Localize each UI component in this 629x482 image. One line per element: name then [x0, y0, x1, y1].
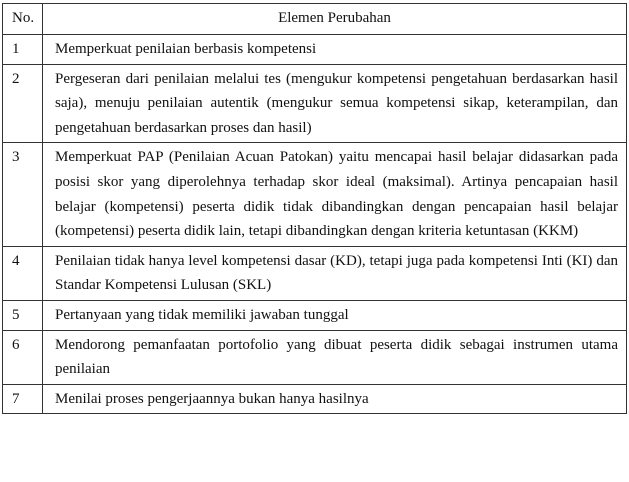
- row-number: 5: [3, 300, 43, 330]
- table-row: [3, 330, 627, 384]
- table-row: [3, 384, 627, 414]
- header-elemen-perubahan: Elemen Perubahan: [43, 4, 627, 35]
- row-number: 7: [3, 384, 43, 414]
- header-row: [3, 4, 627, 35]
- elemen-perubahan-table: [2, 3, 627, 414]
- row-number: 2: [3, 64, 43, 143]
- row-text: Memperkuat penilaian berbasis kompetensi: [43, 35, 627, 65]
- table-row: [3, 64, 627, 143]
- row-text: Mendorong pemanfaatan portofolio yang dibuat peserta didik sebagai instrumen utama penilaian: [43, 330, 627, 384]
- row-number: 1: [3, 35, 43, 65]
- header-no: No.: [3, 4, 43, 35]
- row-number: 4: [3, 246, 43, 300]
- table-row: [3, 143, 627, 246]
- row-text: Menilai proses pengerjaannya bukan hanya hasilnya: [43, 384, 627, 414]
- row-text: Pergeseran dari penilaian melalui tes (mengukur kompetensi pengetahuan berdasarkan hasil saja), menuju penilaian autentik (mengukur semua kompetensi sikap, keterampilan, dan pengetahuan berdasarkan proses dan hasil): [43, 64, 627, 143]
- row-text: Pertanyaan yang tidak memiliki jawaban tunggal: [43, 300, 627, 330]
- row-text: Memperkuat PAP (Penilaian Acuan Patokan) yaitu mencapai hasil belajar didasarkan pada posisi skor yang diperolehnya terhadap skor ideal (maksimal). Artinya pencapaian hasil belajar (kompetensi) peserta didik tidak dibandingkan dengan pencapaian hasil belajar (kompetensi) peserta didik lain, tetapi dibandingkan dengan kriteria ketuntasan (KKM): [43, 143, 627, 246]
- row-number: 3: [3, 143, 43, 246]
- row-text: Penilaian tidak hanya level kompetensi dasar (KD), tetapi juga pada kompetensi Inti (KI) dan Standar Kompetensi Lulusan (SKL): [43, 246, 627, 300]
- table-row: [3, 35, 627, 65]
- table-row: [3, 246, 627, 300]
- table-row: [3, 300, 627, 330]
- row-number: 6: [3, 330, 43, 384]
